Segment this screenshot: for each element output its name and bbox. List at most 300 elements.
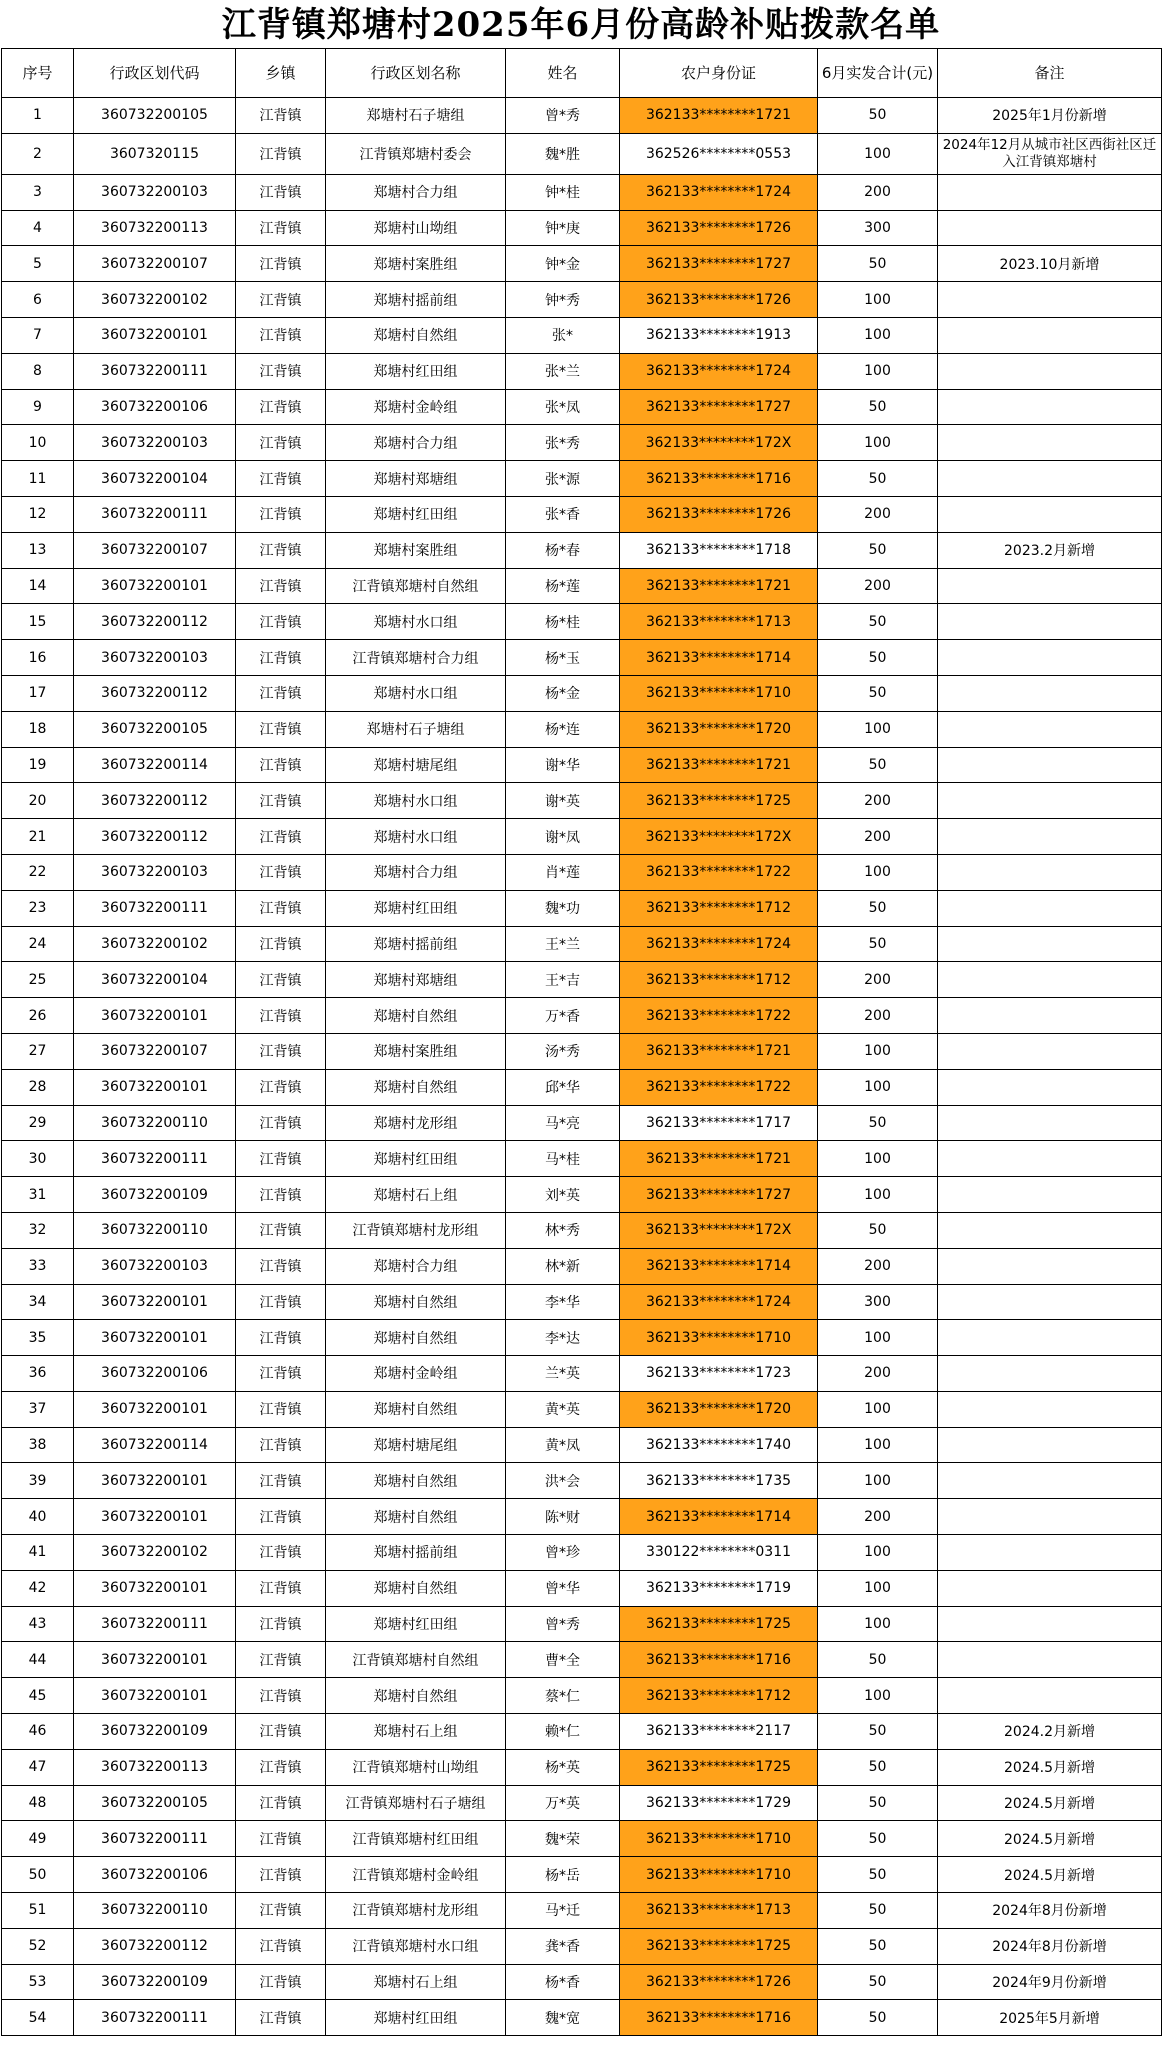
cell-name: 钟*庚 xyxy=(506,210,620,246)
cell-note xyxy=(938,1642,1162,1678)
table-row xyxy=(2,675,1162,711)
cell-area: 郑塘村石上组 xyxy=(326,1714,506,1750)
cell-name: 曹*全 xyxy=(506,1642,620,1678)
cell-id: 362133********1726 xyxy=(620,210,818,246)
cell-amount: 100 xyxy=(818,1606,938,1642)
cell-id: 362133********1712 xyxy=(620,1678,818,1714)
cell-amount: 50 xyxy=(818,1821,938,1857)
cell-amount: 50 xyxy=(818,1212,938,1248)
table-row xyxy=(2,389,1162,425)
cell-no: 7 xyxy=(2,317,74,353)
cell-amount: 200 xyxy=(818,783,938,819)
cell-code: 360732200114 xyxy=(74,747,236,783)
cell-note xyxy=(938,1570,1162,1606)
table-row xyxy=(2,1284,1162,1320)
cell-area: 郑塘村自然组 xyxy=(326,998,506,1034)
cell-note xyxy=(938,1678,1162,1714)
cell-area: 郑塘村红田组 xyxy=(326,2000,506,2036)
cell-amount: 100 xyxy=(818,425,938,461)
cell-name: 曾*秀 xyxy=(506,1606,620,1642)
cell-id: 362133********1725 xyxy=(620,783,818,819)
cell-note xyxy=(938,461,1162,497)
cell-no: 8 xyxy=(2,353,74,389)
cell-name: 马*桂 xyxy=(506,1141,620,1177)
cell-amount: 100 xyxy=(818,1033,938,1069)
header-area: 行政区划名称 xyxy=(326,49,506,98)
cell-id: 362133********1727 xyxy=(620,389,818,425)
cell-name: 杨*莲 xyxy=(506,568,620,604)
cell-town: 江背镇 xyxy=(236,1499,326,1535)
cell-town: 江背镇 xyxy=(236,1105,326,1141)
cell-area: 郑塘村水口组 xyxy=(326,783,506,819)
cell-no: 3 xyxy=(2,174,74,210)
cell-area: 郑塘村自然组 xyxy=(326,1320,506,1356)
cell-code: 360732200101 xyxy=(74,1678,236,1714)
cell-no: 29 xyxy=(2,1105,74,1141)
cell-area: 郑塘村塘尾组 xyxy=(326,747,506,783)
cell-code: 360732200105 xyxy=(74,98,236,134)
table-row xyxy=(2,747,1162,783)
table-row xyxy=(2,890,1162,926)
cell-no: 54 xyxy=(2,2000,74,2036)
cell-note xyxy=(938,1033,1162,1069)
cell-id: 362133********1719 xyxy=(620,1570,818,1606)
cell-note xyxy=(938,1427,1162,1463)
cell-code: 360732200109 xyxy=(74,1714,236,1750)
cell-area: 江背镇郑塘村合力组 xyxy=(326,640,506,676)
cell-amount: 200 xyxy=(818,568,938,604)
cell-code: 360732200107 xyxy=(74,1033,236,1069)
cell-no: 18 xyxy=(2,711,74,747)
cell-amount: 100 xyxy=(818,1391,938,1427)
cell-area: 郑塘村自然组 xyxy=(326,1499,506,1535)
header-id: 农户身份证 xyxy=(620,49,818,98)
table-row xyxy=(2,998,1162,1034)
cell-area: 郑塘村案胜组 xyxy=(326,1033,506,1069)
cell-town: 江背镇 xyxy=(236,747,326,783)
cell-area: 郑塘村摇前组 xyxy=(326,1535,506,1571)
cell-no: 26 xyxy=(2,998,74,1034)
cell-code: 360732200109 xyxy=(74,1964,236,2000)
cell-code: 360732200107 xyxy=(74,532,236,568)
cell-code: 360732200101 xyxy=(74,568,236,604)
cell-amount: 200 xyxy=(818,1499,938,1535)
cell-id: 362133********1725 xyxy=(620,1928,818,1964)
cell-name: 杨*连 xyxy=(506,711,620,747)
table-row xyxy=(2,1821,1162,1857)
cell-town: 江背镇 xyxy=(236,353,326,389)
cell-amount: 100 xyxy=(818,133,938,174)
cell-note xyxy=(938,962,1162,998)
cell-code: 360732200102 xyxy=(74,282,236,318)
cell-id: 362133********1710 xyxy=(620,675,818,711)
cell-town: 江背镇 xyxy=(236,1570,326,1606)
cell-area: 郑塘村郑塘组 xyxy=(326,962,506,998)
cell-note: 2023.2月新增 xyxy=(938,532,1162,568)
cell-amount: 100 xyxy=(818,282,938,318)
cell-area: 郑塘村合力组 xyxy=(326,1248,506,1284)
cell-town: 江背镇 xyxy=(236,425,326,461)
cell-area: 郑塘村案胜组 xyxy=(326,246,506,282)
cell-code: 360732200105 xyxy=(74,1785,236,1821)
cell-code: 360732200110 xyxy=(74,1105,236,1141)
table-row xyxy=(2,1248,1162,1284)
cell-town: 江背镇 xyxy=(236,1248,326,1284)
cell-no: 11 xyxy=(2,461,74,497)
cell-no: 21 xyxy=(2,819,74,855)
cell-name: 谢*华 xyxy=(506,747,620,783)
table-row xyxy=(2,1069,1162,1105)
cell-code: 360732200101 xyxy=(74,1570,236,1606)
cell-id: 362133********1710 xyxy=(620,1857,818,1893)
cell-id: 362133********1720 xyxy=(620,711,818,747)
cell-amount: 50 xyxy=(818,1714,938,1750)
cell-amount: 100 xyxy=(818,1069,938,1105)
cell-town: 江背镇 xyxy=(236,282,326,318)
cell-id: 362133********1725 xyxy=(620,1749,818,1785)
cell-amount: 50 xyxy=(818,1105,938,1141)
cell-code: 360732200103 xyxy=(74,854,236,890)
cell-id: 362133********1721 xyxy=(620,1141,818,1177)
cell-no: 42 xyxy=(2,1570,74,1606)
table-row xyxy=(2,1033,1162,1069)
cell-name: 张*兰 xyxy=(506,353,620,389)
cell-code: 360732200111 xyxy=(74,890,236,926)
cell-no: 53 xyxy=(2,1964,74,2000)
cell-note: 2024.2月新增 xyxy=(938,1714,1162,1750)
cell-town: 江背镇 xyxy=(236,1749,326,1785)
cell-note xyxy=(938,1069,1162,1105)
table-row xyxy=(2,1463,1162,1499)
cell-town: 江背镇 xyxy=(236,1714,326,1750)
cell-area: 郑塘村案胜组 xyxy=(326,532,506,568)
table-row xyxy=(2,353,1162,389)
cell-note xyxy=(938,926,1162,962)
cell-no: 50 xyxy=(2,1857,74,1893)
cell-code: 360732200112 xyxy=(74,783,236,819)
cell-code: 360732200101 xyxy=(74,1642,236,1678)
cell-id: 362133********1721 xyxy=(620,1033,818,1069)
cell-amount: 200 xyxy=(818,174,938,210)
cell-area: 郑塘村金岭组 xyxy=(326,1356,506,1392)
cell-area: 郑塘村龙形组 xyxy=(326,1105,506,1141)
cell-no: 1 xyxy=(2,98,74,134)
cell-note xyxy=(938,1105,1162,1141)
cell-note xyxy=(938,998,1162,1034)
cell-note xyxy=(938,389,1162,425)
cell-no: 25 xyxy=(2,962,74,998)
cell-area: 郑塘村石子塘组 xyxy=(326,711,506,747)
cell-name: 万*英 xyxy=(506,1785,620,1821)
cell-no: 47 xyxy=(2,1749,74,1785)
cell-no: 51 xyxy=(2,1893,74,1929)
cell-id: 362133********1714 xyxy=(620,1499,818,1535)
cell-amount: 50 xyxy=(818,640,938,676)
cell-town: 江背镇 xyxy=(236,568,326,604)
cell-code: 360732200106 xyxy=(74,1857,236,1893)
cell-amount: 50 xyxy=(818,1642,938,1678)
cell-area: 郑塘村郑塘组 xyxy=(326,461,506,497)
cell-code: 360732200111 xyxy=(74,1141,236,1177)
cell-no: 20 xyxy=(2,783,74,819)
cell-amount: 200 xyxy=(818,819,938,855)
cell-amount: 50 xyxy=(818,675,938,711)
cell-no: 46 xyxy=(2,1714,74,1750)
cell-amount: 50 xyxy=(818,890,938,926)
cell-code: 360732200110 xyxy=(74,1893,236,1929)
cell-name: 赖*仁 xyxy=(506,1714,620,1750)
cell-amount: 50 xyxy=(818,604,938,640)
cell-amount: 300 xyxy=(818,210,938,246)
cell-no: 28 xyxy=(2,1069,74,1105)
cell-town: 江背镇 xyxy=(236,1284,326,1320)
cell-code: 360732200112 xyxy=(74,1928,236,1964)
cell-note: 2024年8月份新增 xyxy=(938,1893,1162,1929)
cell-name: 万*香 xyxy=(506,998,620,1034)
cell-id: 362133********1722 xyxy=(620,998,818,1034)
table-row xyxy=(2,246,1162,282)
cell-note: 2024年8月份新增 xyxy=(938,1928,1162,1964)
cell-no: 31 xyxy=(2,1177,74,1213)
cell-name: 林*新 xyxy=(506,1248,620,1284)
cell-town: 江背镇 xyxy=(236,1893,326,1929)
cell-name: 钟*金 xyxy=(506,246,620,282)
cell-note xyxy=(938,174,1162,210)
cell-town: 江背镇 xyxy=(236,1033,326,1069)
cell-name: 林*秀 xyxy=(506,1212,620,1248)
cell-town: 江背镇 xyxy=(236,461,326,497)
cell-id: 362133********1723 xyxy=(620,1356,818,1392)
cell-note: 2025年1月份新增 xyxy=(938,98,1162,134)
cell-town: 江背镇 xyxy=(236,389,326,425)
cell-id: 362133********1724 xyxy=(620,1284,818,1320)
cell-no: 37 xyxy=(2,1391,74,1427)
cell-area: 郑塘村水口组 xyxy=(326,604,506,640)
cell-id: 362133********1913 xyxy=(620,317,818,353)
cell-code: 360732200111 xyxy=(74,496,236,532)
cell-town: 江背镇 xyxy=(236,962,326,998)
cell-area: 江背镇郑塘村委会 xyxy=(326,133,506,174)
table-row xyxy=(2,1893,1162,1929)
cell-area: 郑塘村自然组 xyxy=(326,1391,506,1427)
cell-town: 江背镇 xyxy=(236,133,326,174)
cell-id: 362133********1712 xyxy=(620,890,818,926)
cell-code: 360732200103 xyxy=(74,1248,236,1284)
table-row xyxy=(2,1714,1162,1750)
cell-name: 魏*荣 xyxy=(506,1821,620,1857)
cell-town: 江背镇 xyxy=(236,1964,326,2000)
cell-name: 刘*英 xyxy=(506,1177,620,1213)
cell-name: 王*吉 xyxy=(506,962,620,998)
cell-area: 郑塘村摇前组 xyxy=(326,926,506,962)
cell-town: 江背镇 xyxy=(236,174,326,210)
cell-name: 曾*秀 xyxy=(506,98,620,134)
cell-no: 5 xyxy=(2,246,74,282)
cell-amount: 200 xyxy=(818,1248,938,1284)
cell-id: 362133********1722 xyxy=(620,854,818,890)
cell-code: 360732200110 xyxy=(74,1212,236,1248)
cell-amount: 50 xyxy=(818,1964,938,2000)
cell-note xyxy=(938,210,1162,246)
cell-name: 钟*桂 xyxy=(506,174,620,210)
header-code: 行政区划代码 xyxy=(74,49,236,98)
cell-no: 6 xyxy=(2,282,74,318)
cell-id: 362133********1721 xyxy=(620,568,818,604)
cell-area: 郑塘村自然组 xyxy=(326,1284,506,1320)
cell-id: 362133********1714 xyxy=(620,640,818,676)
cell-id: 362133********172X xyxy=(620,1212,818,1248)
cell-town: 江背镇 xyxy=(236,210,326,246)
cell-code: 360732200101 xyxy=(74,1284,236,1320)
cell-no: 32 xyxy=(2,1212,74,1248)
cell-id: 330122********0311 xyxy=(620,1535,818,1571)
table-row xyxy=(2,568,1162,604)
cell-id: 362133********1717 xyxy=(620,1105,818,1141)
table-row xyxy=(2,1785,1162,1821)
cell-town: 江背镇 xyxy=(236,819,326,855)
cell-note xyxy=(938,1535,1162,1571)
table-row xyxy=(2,1141,1162,1177)
table-header-row xyxy=(2,49,1162,98)
cell-name: 杨*岳 xyxy=(506,1857,620,1893)
cell-name: 张*香 xyxy=(506,496,620,532)
cell-area: 江背镇郑塘村自然组 xyxy=(326,568,506,604)
cell-town: 江背镇 xyxy=(236,854,326,890)
table-row xyxy=(2,1857,1162,1893)
cell-town: 江背镇 xyxy=(236,2000,326,2036)
cell-area: 郑塘村红田组 xyxy=(326,353,506,389)
cell-amount: 200 xyxy=(818,998,938,1034)
cell-town: 江背镇 xyxy=(236,317,326,353)
table-row xyxy=(2,1642,1162,1678)
cell-amount: 100 xyxy=(818,1141,938,1177)
cell-area: 江背镇郑塘村山坳组 xyxy=(326,1749,506,1785)
cell-town: 江背镇 xyxy=(236,1391,326,1427)
cell-amount: 100 xyxy=(818,1177,938,1213)
cell-note xyxy=(938,1356,1162,1392)
cell-name: 杨*桂 xyxy=(506,604,620,640)
cell-no: 12 xyxy=(2,496,74,532)
cell-town: 江背镇 xyxy=(236,496,326,532)
cell-town: 江背镇 xyxy=(236,926,326,962)
cell-name: 谢*凤 xyxy=(506,819,620,855)
cell-note xyxy=(938,425,1162,461)
table-row xyxy=(2,496,1162,532)
cell-no: 44 xyxy=(2,1642,74,1678)
cell-name: 杨*玉 xyxy=(506,640,620,676)
header-name: 姓名 xyxy=(506,49,620,98)
cell-area: 郑塘村石子塘组 xyxy=(326,98,506,134)
cell-id: 362133********1713 xyxy=(620,604,818,640)
cell-area: 江背镇郑塘村红田组 xyxy=(326,1821,506,1857)
cell-code: 360732200112 xyxy=(74,604,236,640)
cell-code: 360732200101 xyxy=(74,998,236,1034)
cell-code: 360732200111 xyxy=(74,1821,236,1857)
cell-area: 郑塘村石上组 xyxy=(326,1177,506,1213)
cell-area: 郑塘村自然组 xyxy=(326,1069,506,1105)
cell-area: 郑塘村自然组 xyxy=(326,317,506,353)
cell-amount: 100 xyxy=(818,353,938,389)
cell-no: 33 xyxy=(2,1248,74,1284)
cell-code: 360732200111 xyxy=(74,353,236,389)
cell-amount: 50 xyxy=(818,1785,938,1821)
cell-note: 2025年5月新增 xyxy=(938,2000,1162,2036)
cell-amount: 200 xyxy=(818,496,938,532)
cell-note xyxy=(938,675,1162,711)
cell-no: 9 xyxy=(2,389,74,425)
cell-id: 362133********1720 xyxy=(620,1391,818,1427)
cell-note xyxy=(938,711,1162,747)
cell-id: 362133********1726 xyxy=(620,282,818,318)
cell-note xyxy=(938,282,1162,318)
cell-town: 江背镇 xyxy=(236,98,326,134)
cell-amount: 100 xyxy=(818,1320,938,1356)
cell-name: 钟*秀 xyxy=(506,282,620,318)
cell-amount: 100 xyxy=(818,1570,938,1606)
cell-town: 江背镇 xyxy=(236,890,326,926)
cell-amount: 200 xyxy=(818,962,938,998)
table-row xyxy=(2,1320,1162,1356)
cell-id: 362133********172X xyxy=(620,425,818,461)
table-row xyxy=(2,1678,1162,1714)
cell-code: 360732200101 xyxy=(74,1499,236,1535)
cell-amount: 50 xyxy=(818,532,938,568)
cell-code: 360732200102 xyxy=(74,1535,236,1571)
cell-amount: 50 xyxy=(818,246,938,282)
cell-town: 江背镇 xyxy=(236,1785,326,1821)
cell-area: 郑塘村石上组 xyxy=(326,1964,506,2000)
cell-id: 362133********1729 xyxy=(620,1785,818,1821)
cell-no: 38 xyxy=(2,1427,74,1463)
cell-amount: 50 xyxy=(818,747,938,783)
cell-id: 362133********1740 xyxy=(620,1427,818,1463)
cell-id: 362133********1710 xyxy=(620,1821,818,1857)
cell-area: 郑塘村自然组 xyxy=(326,1463,506,1499)
cell-note: 2024.5月新增 xyxy=(938,1857,1162,1893)
cell-area: 郑塘村水口组 xyxy=(326,675,506,711)
cell-code: 360732200103 xyxy=(74,174,236,210)
cell-amount: 50 xyxy=(818,1893,938,1929)
cell-name: 魏*胜 xyxy=(506,133,620,174)
cell-no: 45 xyxy=(2,1678,74,1714)
cell-no: 36 xyxy=(2,1356,74,1392)
cell-amount: 100 xyxy=(818,711,938,747)
table-row xyxy=(2,1177,1162,1213)
cell-town: 江背镇 xyxy=(236,675,326,711)
cell-id: 362133********2117 xyxy=(620,1714,818,1750)
cell-note xyxy=(938,604,1162,640)
cell-name: 谢*英 xyxy=(506,783,620,819)
cell-code: 360732200101 xyxy=(74,317,236,353)
cell-area: 江背镇郑塘村自然组 xyxy=(326,1642,506,1678)
cell-note xyxy=(938,747,1162,783)
table-row xyxy=(2,317,1162,353)
cell-area: 郑塘村红田组 xyxy=(326,890,506,926)
cell-amount: 100 xyxy=(818,1427,938,1463)
cell-id: 362133********1721 xyxy=(620,98,818,134)
table-row xyxy=(2,640,1162,676)
cell-id: 362133********1710 xyxy=(620,1320,818,1356)
cell-no: 27 xyxy=(2,1033,74,1069)
cell-code: 360732200106 xyxy=(74,1356,236,1392)
cell-name: 黄*凤 xyxy=(506,1427,620,1463)
cell-town: 江背镇 xyxy=(236,640,326,676)
cell-note: 2024.5月新增 xyxy=(938,1785,1162,1821)
cell-id: 362133********1727 xyxy=(620,246,818,282)
cell-code: 360732200111 xyxy=(74,2000,236,2036)
cell-name: 张*源 xyxy=(506,461,620,497)
cell-note xyxy=(938,854,1162,890)
